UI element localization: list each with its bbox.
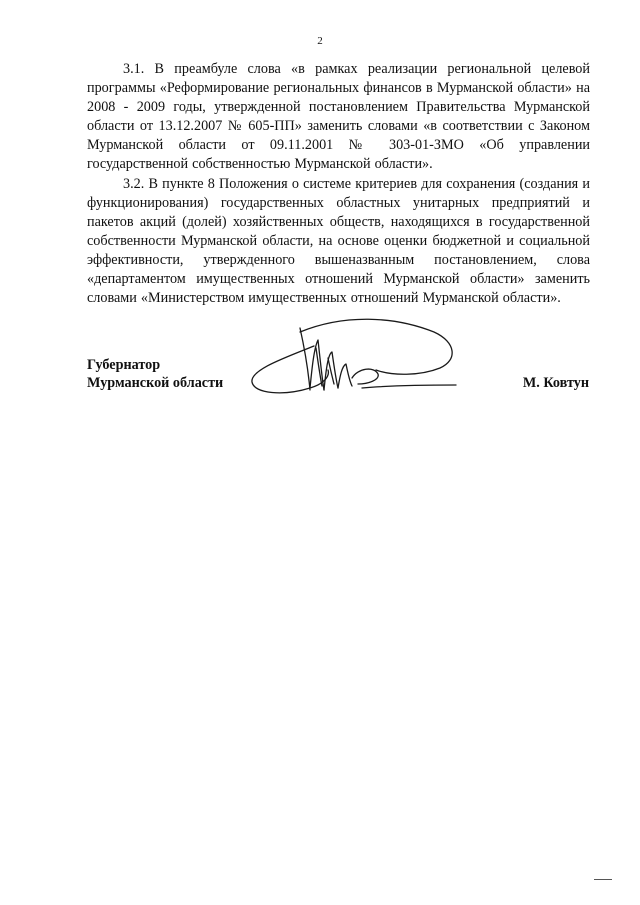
handwritten-signature: [244, 318, 464, 400]
paragraph-3-2: 3.2. В пункте 8 Положения о системе критериев для сохранения (создания и функционирования) государственных областных унитарных предприятий и пакетов акций (долей) хозяйственных обществ, находящихся в государственной собственности Мурманской области, на основе оценки бюджетной и социальной эффективности, утвержденного вышеназванным постановлением, слова «департаментом имущественных отношений Мурманской области» заменить словами «Министерством имущественных отношений Мурманской области».: [87, 175, 590, 307]
corner-mark: [594, 879, 612, 880]
signatory-position-line1: Губернатор: [87, 357, 161, 373]
paragraph-3-1: 3.1. В преамбуле слова «в рамках реализации региональной целевой программы «Реформирование региональных финансов в Мурманской области» на 2008 - 2009 годы, утвержденной постановлением Правительства Мурманской области от 13.12.2007 № 605-ПП» заменить словами «в соответствии с Законом Мурманской области от 09.11.2001 № 303-01-ЗМО «Об управлении государственной собственностью Мурманской области».: [87, 61, 590, 173]
signatory-position-line2: Мурманской области: [87, 375, 224, 391]
page-number: 2: [317, 35, 323, 47]
signatory-name: М. Ковтун: [522, 375, 589, 391]
signatory-title: [87, 356, 223, 392]
document-body: [87, 60, 590, 308]
